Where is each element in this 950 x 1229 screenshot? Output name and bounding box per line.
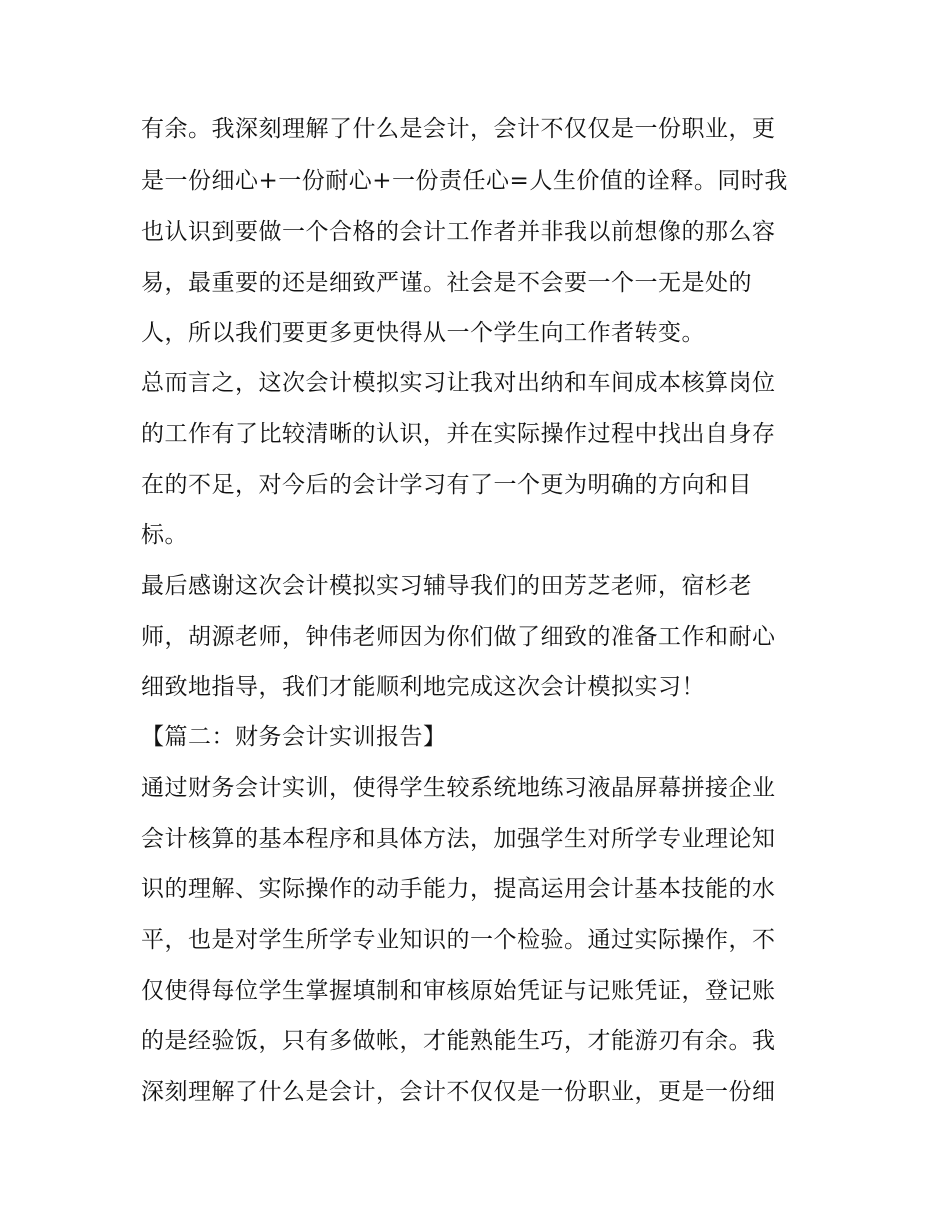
text-line: 师，胡源老师，钟伟老师因为你们做了细致的准备工作和耐心 (141, 624, 776, 650)
text-line: 易，最重要的还是细致严谨。社会是不会要一个一无是处的 (141, 270, 752, 296)
section-heading: 【篇二：财务会计实训报告】 (141, 724, 447, 750)
text-line: 总而言之，这次会计模拟实习让我对出纳和车间成本核算岗位 (141, 370, 776, 396)
text-line: 人，所以我们要更多更快得从一个学生向工作者转变。 (141, 320, 705, 346)
text-line: 在的不足，对今后的会计学习有了一个更为明确的方向和目 (141, 472, 752, 498)
text-line: 也认识到要做一个合格的会计工作者并非我以前想像的那么容 (141, 219, 776, 245)
text-line: 是一份细心+一份耐心+一份责任心=人生价值的诠释。同时我 (141, 168, 788, 194)
text-line: 最后感谢这次会计模拟实习辅导我们的田芳芝老师，宿杉老 (141, 573, 752, 599)
text-line: 深刻理解了什么是会计，会计不仅仅是一份职业，更是一份细 (141, 1079, 776, 1105)
text-line: 的工作有了比较清晰的认识，并在实际操作过程中找出自身存 (141, 421, 776, 447)
text-line: 的是经验饭，只有多做帐，才能熟能生巧，才能游刃有余。我 (141, 1028, 776, 1054)
text-line: 细致地指导，我们才能顺利地完成这次会计模拟实习！ (141, 674, 705, 700)
text-line: 通过财务会计实训，使得学生较系统地练习液晶屏幕拼接企业 (141, 775, 776, 801)
text-line: 识的理解、实际操作的动手能力，提高运用会计基本技能的水 (141, 876, 776, 902)
text-line: 有余。我深刻理解了什么是会计，会计不仅仅是一份职业，更 (141, 116, 776, 142)
text-line: 标。 (141, 522, 188, 548)
text-line: 仅使得每位学生掌握填制和审核原始凭证与记账凭证，登记账 (141, 978, 776, 1004)
text-line: 会计核算的基本程序和具体方法，加强学生对所学专业理论知 (141, 826, 776, 852)
text-line: 平，也是对学生所学专业知识的一个检验。通过实际操作，不 (141, 927, 776, 953)
